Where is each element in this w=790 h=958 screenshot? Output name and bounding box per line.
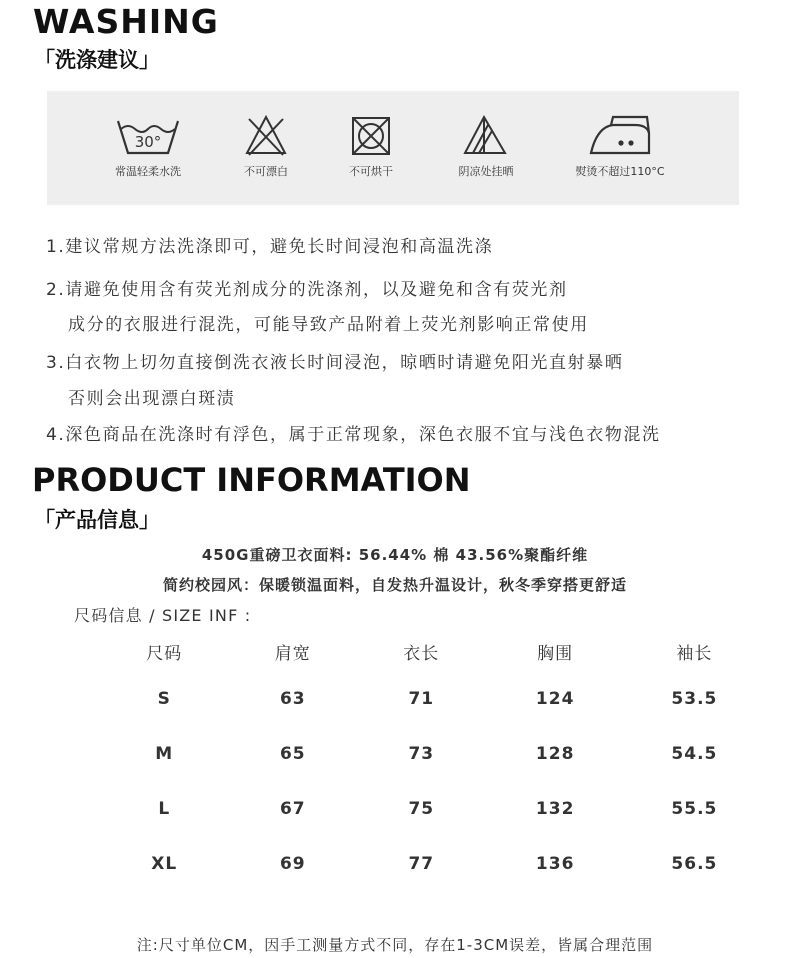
header-sleeve: 袖长 [676,643,713,664]
cell-size: L [158,798,171,819]
svg-text:30°: 30° [134,133,162,151]
washing-note-2-cont: 成分的衣服进行混洗，可能导致产品附着上荧光剂影响正常使用 [68,315,589,335]
care-label-no-tumble-dry: 不可烘干 [349,165,393,178]
cell-shoulder: 63 [279,688,306,709]
washing-note-2: 2.请避免使用含有荧光剂成分的洗涤剂，以及避免和含有荧光剂 [46,280,568,300]
care-item-no-tumble-dry [311,91,431,179]
cell-chest: 132 [535,798,575,819]
care-label-iron: 熨烫不超过110°C [575,165,665,178]
cell-length: 75 [408,798,435,819]
cell-length: 71 [408,688,435,709]
cell-sleeve: 56.5 [671,853,718,874]
washing-subtitle: 「洗涤建议」 [34,48,160,72]
product-title: PRODUCT INFORMATION [32,461,471,499]
header-length: 衣长 [403,643,440,664]
table-row [100,668,764,726]
care-item-wash [88,91,208,179]
washing-note-1: 1.建议常规方法洗涤即可，避免长时间浸泡和高温洗涤 [46,237,494,257]
washing-note-4: 4.深色商品在洗涤时有浮色，属于正常现象，深色衣服不宜与浅色衣物混洗 [46,425,661,445]
header-size: 尺码 [146,643,183,664]
style-info: 简约校园风：保暖锁温面料，自发热升温设计，秋冬季穿搭更舒适 [162,576,627,594]
fabric-info: 450G重磅卫衣面料: 56.44% 棉 43.56%聚酯纤维 [201,546,589,564]
cell-shoulder: 67 [279,798,306,819]
cell-size: S [157,688,171,709]
cell-size: M [155,743,174,764]
care-label-shade-dry: 阴凉处挂晒 [458,165,514,178]
cell-shoulder: 69 [279,853,306,874]
washing-note-3-cont: 否则会出现漂白斑渍 [68,389,236,409]
care-label-no-bleach: 不可漂白 [244,165,288,178]
table-row [100,726,764,781]
iron-icon [583,113,657,157]
cell-sleeve: 55.5 [671,798,718,819]
product-subtitle: 「产品信息」 [34,508,160,532]
no-bleach-icon [233,113,299,157]
table-row [100,781,764,836]
size-info-heading: 尺码信息 / SIZE INF : [74,606,252,625]
cell-length: 73 [408,743,435,764]
size-table [100,634,764,891]
cell-chest: 136 [535,853,575,874]
size-table-header-row [100,634,764,668]
header-shoulder: 肩宽 [274,643,311,664]
care-item-no-bleach [206,91,326,179]
cell-size: XL [151,853,178,874]
cell-shoulder: 65 [279,743,306,764]
table-row [100,836,764,891]
header-chest: 胸围 [537,643,574,664]
cell-sleeve: 54.5 [671,743,718,764]
washing-note-3: 3.白衣物上切勿直接倒洗衣液长时间浸泡，晾晒时请避免阳光直射暴晒 [46,353,624,373]
shade-dry-icon [453,113,519,157]
wash-30-icon [115,113,181,157]
cell-chest: 124 [535,688,575,709]
size-footnote: 注:尺寸单位CM，因手工测量方式不同，存在1-3CM误差，皆属合理范围 [136,936,654,954]
cell-sleeve: 53.5 [671,688,718,709]
cell-length: 77 [408,853,435,874]
care-item-shade-dry [426,91,546,179]
care-item-iron [560,91,680,179]
cell-chest: 128 [535,743,575,764]
washing-title: WASHING [33,2,219,41]
care-symbols-panel [47,91,739,205]
no-tumble-dry-icon [338,113,404,157]
care-label-wash: 常温轻柔水洗 [115,165,181,178]
